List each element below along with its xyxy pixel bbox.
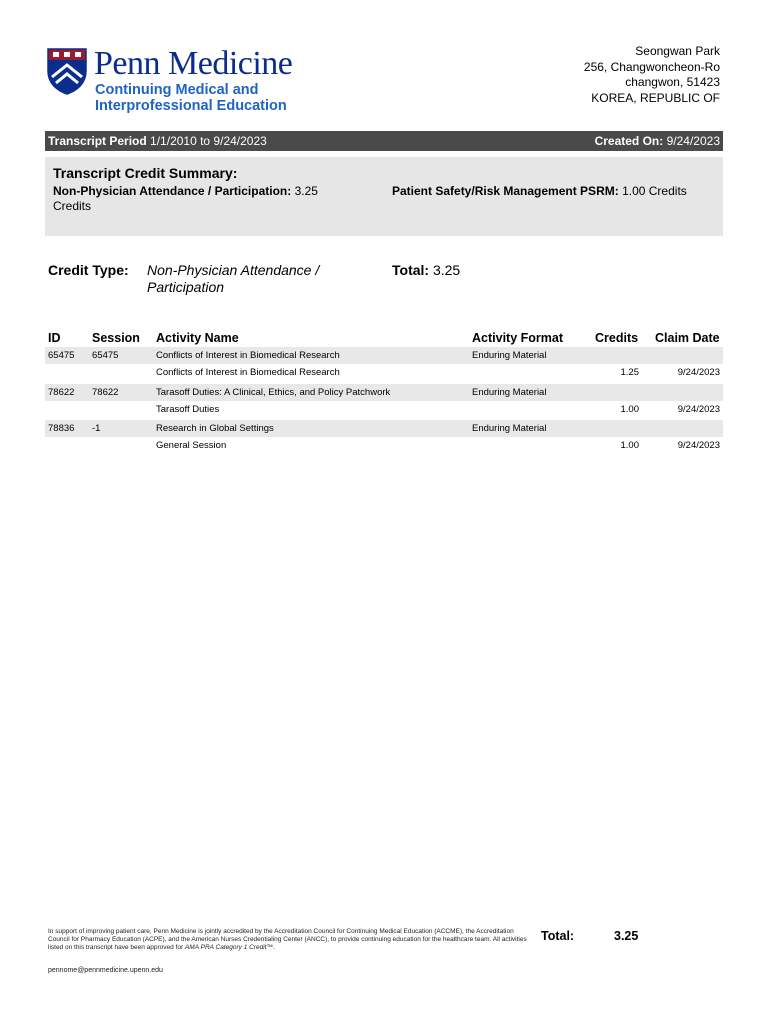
summary-left-value: 3.25 Credits — [53, 184, 318, 213]
created-label: Created On: — [594, 134, 664, 148]
row-format: Enduring Material — [472, 423, 547, 434]
accreditation-text-end: . — [272, 944, 275, 951]
accreditation-statement — [48, 928, 528, 952]
summary-right-label: Patient Safety/Risk Management PSRM: — [392, 184, 619, 198]
grand-total-label: Total: — [541, 929, 575, 943]
transcript-period — [48, 131, 267, 151]
summary-psrm — [392, 184, 687, 199]
row-activity: Conflicts of Interest in Biomedical Research — [156, 350, 340, 361]
brand-subtitle-line2: Interprofessional Education — [95, 98, 287, 114]
created-value: 9/24/2023 — [666, 134, 720, 148]
row-session: -1 — [92, 423, 101, 434]
row-activity: Research in Global Settings — [156, 423, 274, 434]
brand-name: Penn Medicine — [94, 45, 293, 82]
recipient-street: 256, Changwoncheon-Ro — [583, 59, 720, 74]
col-header-claim-date: Claim Date — [655, 331, 720, 345]
accreditation-credit-name: AMA PRA Category 1 Credit™ — [184, 944, 273, 951]
col-header-id: ID — [48, 331, 61, 345]
summary-right-value: 1.00 Credits — [622, 184, 687, 198]
row-id: 78836 — [48, 423, 75, 434]
table-row — [45, 347, 723, 364]
credit-type-value: Non-Physician Attendance / Participation — [147, 262, 320, 295]
summary-left-label: Non-Physician Attendance / Participation: — [53, 184, 292, 198]
summary-title: Transcript Credit Summary: — [53, 165, 238, 181]
credit-type-label: Credit Type: — [48, 262, 129, 278]
row-session: 65475 — [92, 350, 119, 361]
period-value: 1/1/2010 to 9/24/2023 — [150, 134, 267, 148]
brand-subtitle — [95, 82, 287, 114]
row-id: 65475 — [48, 350, 75, 361]
brand-subtitle-line1: Continuing Medical and — [95, 82, 259, 98]
transcript-period-bar — [45, 131, 723, 151]
accreditation-text: In support of improving patient care, Penn Medicine is jointly accredited by the Accreditation Council for Continuing Medical Education (ACCME), the Accreditation Council for Pharmacy Education (ACPE), and the American Nurses Credentialing Center (ANCC), to provide continuing education for the healthcare team. All activities listed on this transcript have been approved for — [48, 928, 527, 951]
row-claim-date: 9/24/2023 — [677, 404, 720, 415]
recipient-address — [584, 44, 720, 106]
row-claim-date: 9/24/2023 — [677, 367, 720, 378]
table-row — [45, 420, 723, 437]
col-header-activity: Activity Name — [156, 331, 239, 345]
row-session-name: Conflicts of Interest in Biomedical Research — [156, 367, 340, 378]
period-label: Transcript Period — [48, 134, 147, 148]
credit-type-total — [392, 262, 460, 278]
row-credits: 1.00 — [620, 440, 639, 451]
created-on — [595, 131, 720, 151]
penn-shield-icon — [46, 47, 88, 95]
credit-type-total-value: 3.25 — [432, 262, 461, 278]
recipient-country: KOREA, REPUBLIC OF — [591, 90, 720, 105]
row-session-name: Tarasoff Duties — [156, 404, 220, 415]
recipient-city: changwon, 51423 — [625, 75, 720, 89]
row-format: Enduring Material — [472, 350, 547, 361]
col-header-session: Session — [92, 331, 140, 345]
row-id: 78622 — [48, 387, 75, 398]
row-session: 78622 — [92, 387, 119, 398]
row-format: Enduring Material — [472, 387, 547, 398]
grand-total-value: 3.25 — [614, 929, 639, 943]
row-claim-date: 9/24/2023 — [677, 440, 720, 451]
credit-summary-box — [45, 157, 723, 236]
summary-non-physician — [53, 184, 353, 214]
col-header-format: Activity Format — [472, 331, 563, 345]
credit-type-total-label: Total: — [392, 262, 430, 278]
contact-email[interactable]: pennome@pennmedicine.upenn.edu — [48, 967, 163, 974]
col-header-credits: Credits — [595, 331, 639, 345]
row-credits: 1.25 — [620, 367, 639, 378]
row-session-name: General Session — [156, 440, 227, 451]
row-credits: 1.00 — [620, 404, 639, 415]
recipient-name: Seongwan Park — [635, 44, 720, 58]
row-activity: Tarasoff Duties: A Clinical, Ethics, and Policy Patchwork — [156, 387, 391, 398]
